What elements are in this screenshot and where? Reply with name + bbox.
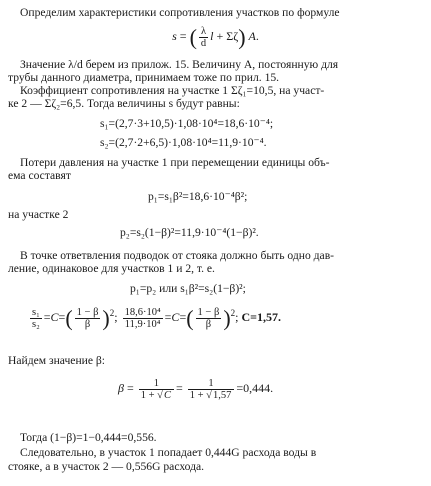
para5: на участке 2 xyxy=(8,208,69,221)
frac-d: d xyxy=(200,37,207,49)
frac-num-186: 18,6·10⁴ xyxy=(124,306,161,318)
frac-beta-a: β xyxy=(84,318,91,330)
equation-s2: s₂=(2,7·2+6,5)·1,08·10⁴=11,9·10⁻⁴. xyxy=(100,136,267,149)
formula-s: s = ( $\frac{\lambda}{d}$ l + Σζ) A. xyxy=(172,24,259,50)
para2-line2: трубы данного диаметра, принимаем тоже по прил. 15. xyxy=(8,71,280,84)
para9-line1: Следовательно, в участок 1 попадает 0,444G расхода воды в xyxy=(20,446,317,459)
frac-lambda: λ xyxy=(199,26,208,38)
para6-line2: ление, одинаковое для участков 1 и 2, т. е. xyxy=(8,262,215,275)
frac-beta-b: β xyxy=(205,318,212,330)
para7: Найдем значение β: xyxy=(8,354,106,367)
frac-one-minus-beta-b: 1 − β xyxy=(197,306,220,318)
para6-line1: В точке ответвления подводок от стояка должно быть одно дав- xyxy=(20,249,335,262)
frac-s1: s₁ xyxy=(32,306,40,318)
intro-text: Определим характеристики сопротивления участков по формуле xyxy=(20,6,340,19)
frac-one-minus-beta-a: 1 − β xyxy=(76,306,99,318)
equation-p1: p₁=s₁β²=18,6·10⁻⁴β²; xyxy=(148,190,248,203)
frac-s2: s₂ xyxy=(32,318,40,330)
equation-beta: β = $\frac{1}{1 + √C}$ = $\frac{1}{1 + √1,57}$ =0,444. xyxy=(118,377,274,401)
equation-s1: s₁=(2,7·3+10,5)·1,08·10⁴=18,6·10⁻⁴; xyxy=(100,117,274,130)
para9-line2: стояке, а в участок 2 — 0,556G расхода. xyxy=(8,460,205,473)
para3-line2: ке 2 — Σζ₂=6,5. Тогда величины s будут равны: xyxy=(8,97,240,110)
equation-beta-result: =0,444. xyxy=(236,381,274,395)
sqrt-C: C xyxy=(163,389,171,401)
equation-C-result: C=1,57. xyxy=(241,310,281,324)
para2-line1: Значение λ/d берем из прилож. 15. Величину A, постоянную для xyxy=(20,58,339,71)
para3-line1: Коэффициент сопротивления на участке 1 Σζ₁=10,5, на участ- xyxy=(20,84,325,97)
equation-p2: p₂=s₂(1−β)²=11,9·10⁻⁴(1−β)². xyxy=(120,226,259,239)
equation-C: $\frac{\text{s₁}}{\text{s₂}}$ =C=( $\frac{1 - \beta}{\beta}$ )$^2$; $\frac{\text{18,6·10⁴}}{\text{11,9·10⁴}}$ =C=( $\frac{1 - \beta}{\beta}$ )$^2$; C=1,57. xyxy=(32,305,281,331)
para8: Тогда (1−β)=1−0,444=0,556. xyxy=(20,431,157,444)
frac-one-b: 1 xyxy=(188,378,235,390)
para4-line1: Потери давления на участке 1 при перемещении единицы объ- xyxy=(20,156,330,169)
equation-balance: p₁=p₂ или s₁β²=s₂(1−β)²; xyxy=(130,282,246,295)
para4-line2: ема составят xyxy=(8,169,71,182)
sqrt-157: 1,57 xyxy=(212,389,232,401)
frac-den-119: 11,9·10⁴ xyxy=(124,318,161,330)
frac-one-a: 1 xyxy=(139,378,174,390)
